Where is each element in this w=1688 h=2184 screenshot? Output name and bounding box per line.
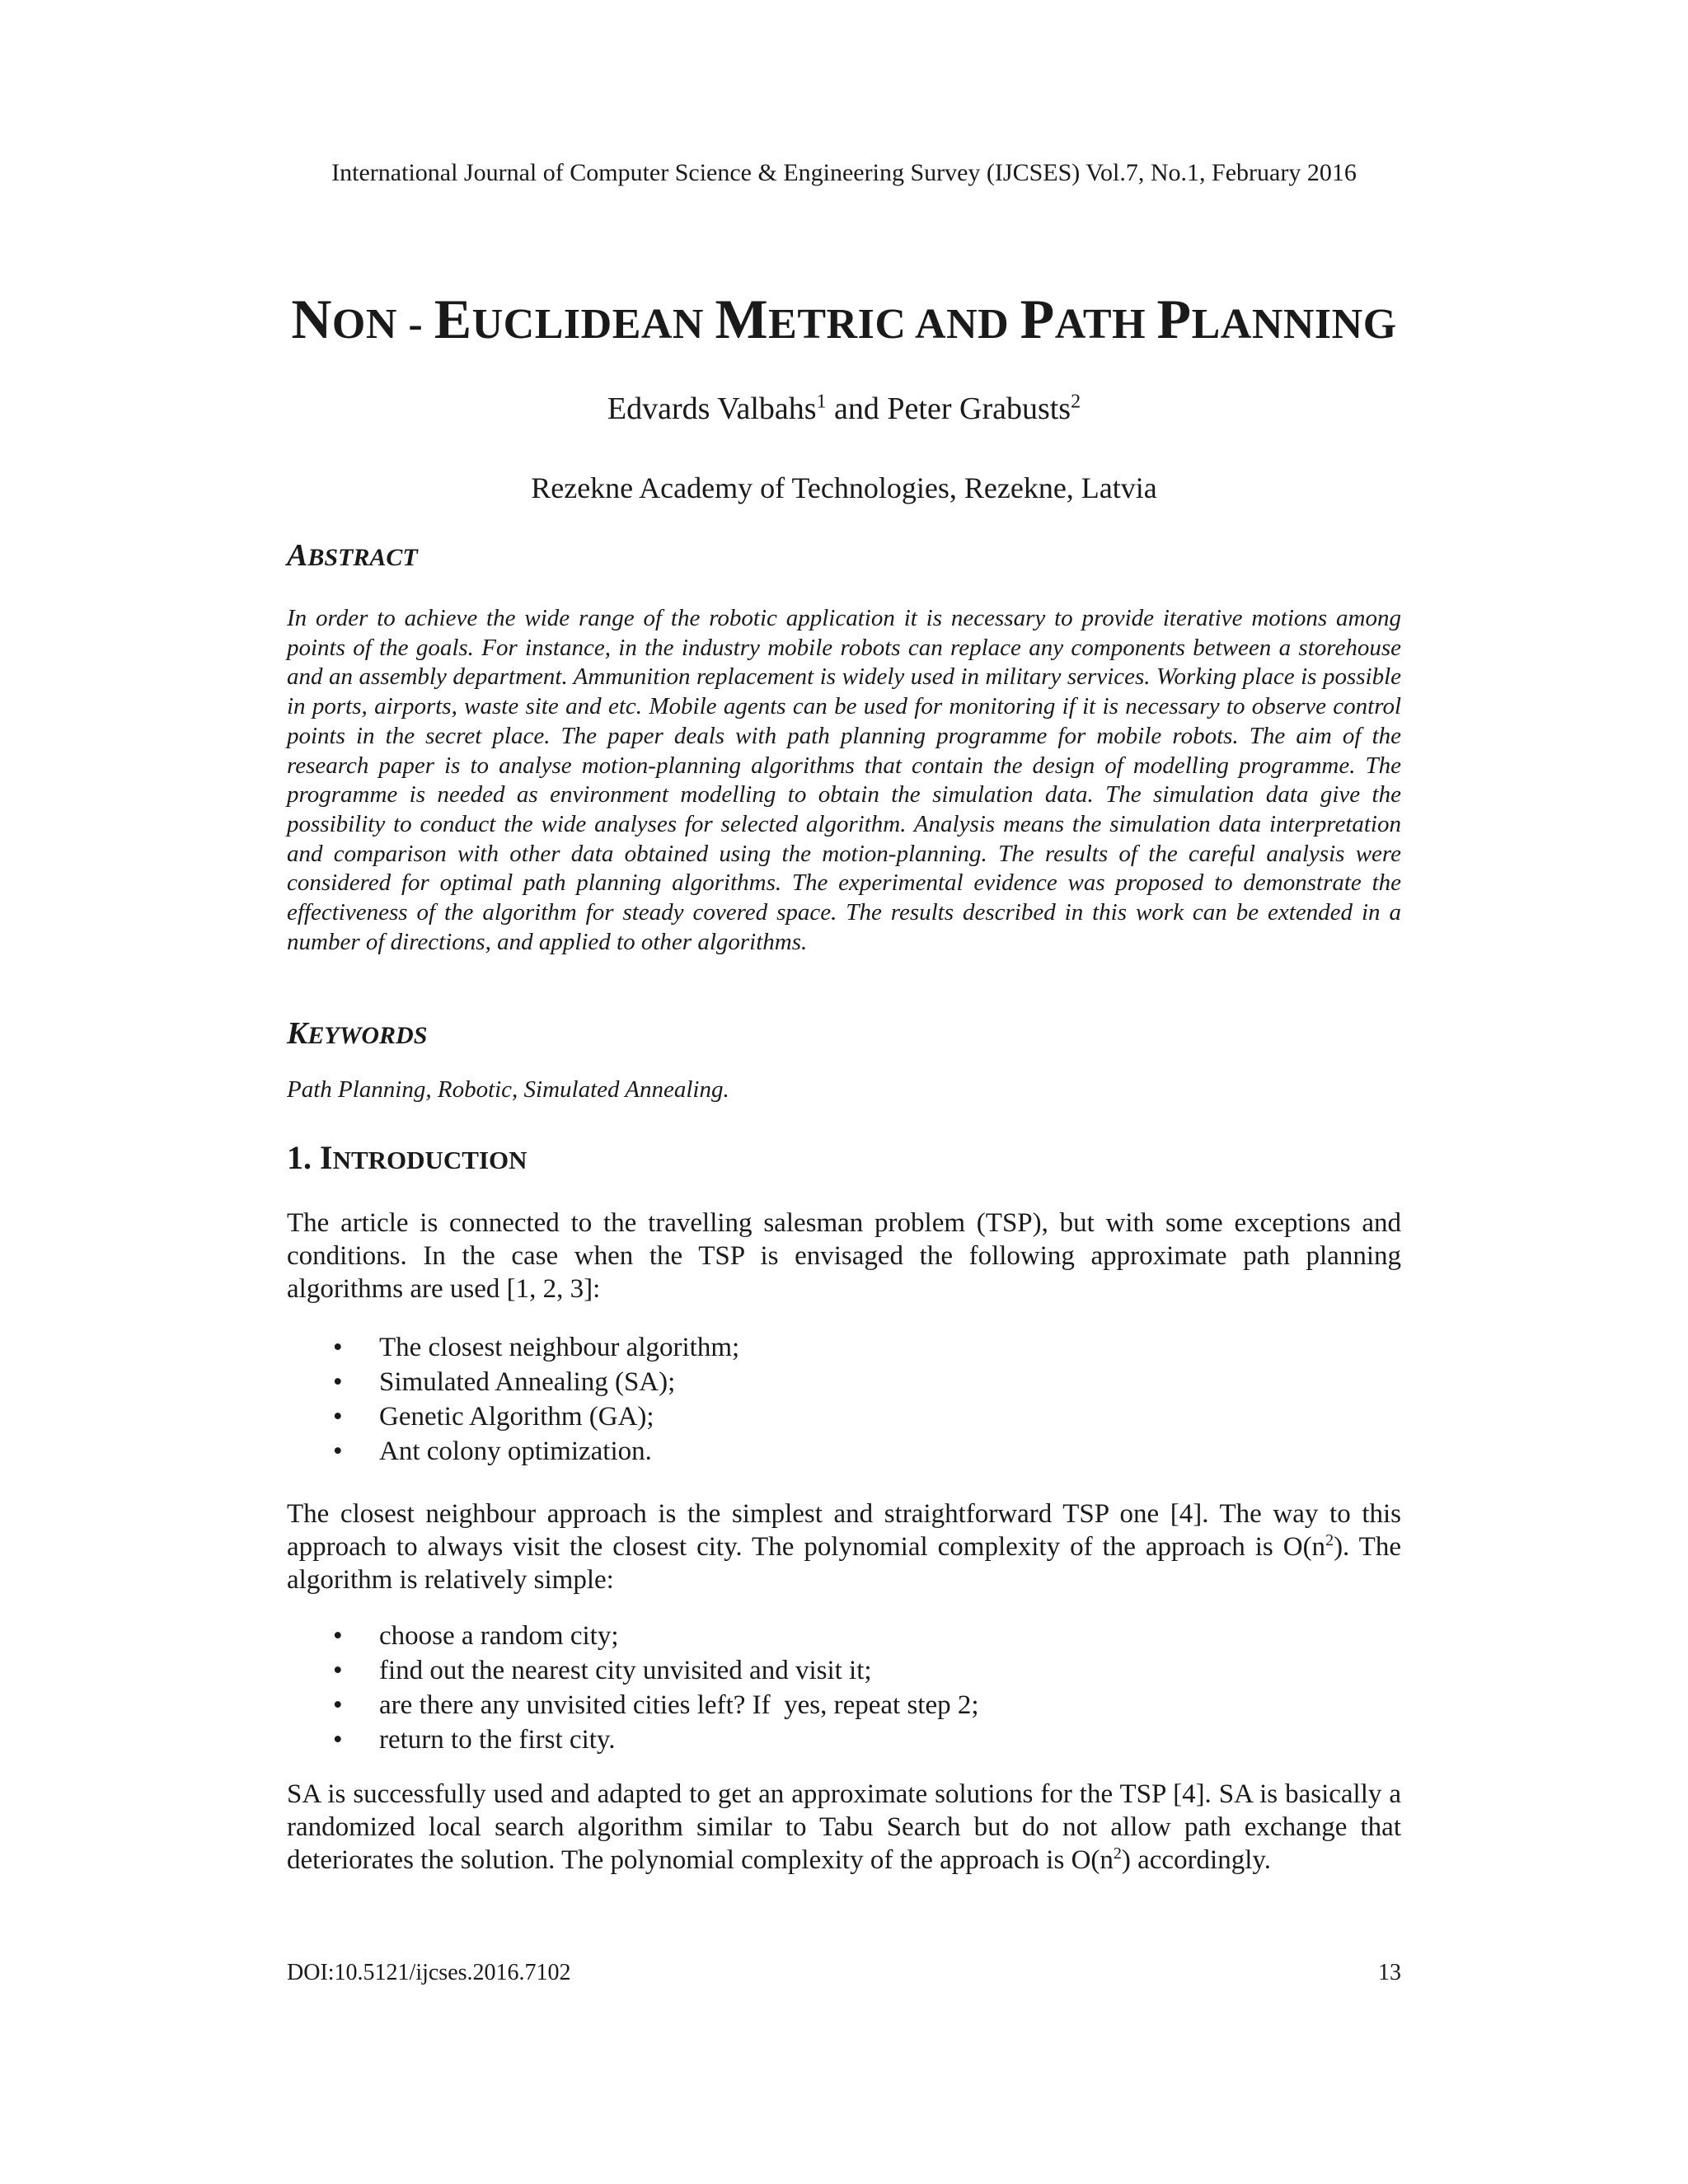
- bullet-icon: •: [333, 1367, 343, 1397]
- affiliation-mark: 2: [1071, 391, 1081, 413]
- author-line: [0, 391, 1688, 427]
- list-item-text: find out the nearest city unvisited and visit it;: [379, 1656, 872, 1685]
- title-cap: P: [1156, 288, 1192, 350]
- heading-rest: NTRODUCTION: [332, 1146, 528, 1174]
- title-rest: ATH: [1054, 301, 1157, 348]
- list-item: [287, 1722, 1401, 1757]
- title-rest: UCLIDEAN: [471, 301, 715, 348]
- abstract-text: In order to achieve the wide range of the robotic application it is necessary to provide iterative motions among points of the goals. For instance, in the industry mobile robots can replace any components between a storehouse and an assembly department. Ammunition replacement is widely used in military services. Working place is possible in ports, airports, waste site and etc. Mobile agents can be used for monitoring if it is necessary to observe control points in the secret place. The paper deals with path planning programme for mobile robots. The aim of the research paper is to analyse motion-planning algorithms that contain the design of modelling programme. The programme is needed as environment modelling to obtain the simulation data. The simulation data give the possibility to conduct the wide analyses for selected algorithm. Analysis means the simulation data interpretation and comparison with other data obtained using the motion-planning. The results of the careful analysis were considered for optimal path planning algorithms. The experimental evidence was proposed to demonstrate the effectiveness of the algorithm for steady covered space. The results described in this work can be extended in a number of directions, and applied to other algorithms.: [287, 605, 1401, 955]
- bullet-icon: •: [333, 1690, 343, 1720]
- affiliation-mark: 1: [816, 391, 827, 413]
- heading-cap: A: [287, 538, 308, 573]
- paragraph-text: ). The algorithm is relatively simple:: [287, 1532, 1401, 1595]
- list-item: [287, 1653, 1401, 1688]
- paragraph-text: ) accordingly.: [1121, 1845, 1272, 1875]
- list-item-text: are there any unvisited cities left? If yes, repeat step 2;: [379, 1690, 979, 1720]
- running-header: International Journal of Computer Science & Engineering Survey (IJCSES) Vol.7, No.1, February 2016: [331, 159, 1357, 186]
- intro-paragraph-1: The article is connected to the travelling salesman problem (TSP), but with some exceptions and conditions. In the case when the TSP is envisaged the following approximate path planning algorithms are used [1, 2, 3]:: [287, 1208, 1401, 1304]
- heading-rest: BSTRACT: [307, 544, 418, 571]
- bullet-icon: •: [333, 1333, 343, 1362]
- keywords-text: Path Planning, Robotic, Simulated Annealing.: [287, 1076, 729, 1103]
- affiliation: Rezekne Academy of Technologies, Rezekne, Latvia: [531, 471, 1157, 504]
- title-cap: M: [715, 288, 769, 350]
- list-item: [287, 1688, 1401, 1722]
- list-item-text: The closest neighbour algorithm;: [379, 1333, 740, 1362]
- superscript: 2: [1113, 1844, 1122, 1863]
- section-number: 1.: [287, 1139, 320, 1176]
- paragraph-text: The closest neighbour approach is the simplest and straightforward TSP one [4]. The way to this approach to always visit the closest city. The polynomial complexity of the approach is O(n: [287, 1499, 1401, 1562]
- paper-title: [0, 287, 1688, 352]
- paragraph-text: SA is successfully used and adapted to get an approximate solutions for the TSP [4]. SA is basically a randomized local search algorithm similar to Tabu Search but do not allow path exchange that deteriorates the solution. The polynomial complexity of the approach is O(n: [287, 1779, 1401, 1875]
- bullet-icon: •: [333, 1656, 343, 1685]
- abstract-heading: [287, 537, 418, 574]
- page-number: 13: [1378, 1960, 1401, 1985]
- list-item: [287, 1619, 1401, 1653]
- title-cap: P: [1020, 288, 1055, 350]
- author-conjunction: and: [826, 391, 888, 426]
- bullet-icon: •: [333, 1436, 343, 1466]
- list-item-text: Ant colony optimization.: [379, 1436, 652, 1466]
- list-item-text: return to the first city.: [379, 1725, 616, 1755]
- introduction-heading: [287, 1138, 528, 1177]
- list-item-text: Simulated Annealing (SA);: [379, 1367, 676, 1397]
- list-item: [287, 1365, 1401, 1399]
- intro-paragraph-2: [287, 1497, 1401, 1596]
- algorithm-list: [287, 1330, 1401, 1469]
- list-item: [287, 1434, 1401, 1469]
- bullet-icon: •: [333, 1725, 343, 1755]
- intro-paragraph-3: [287, 1778, 1401, 1877]
- keywords-heading: [287, 1015, 427, 1052]
- title-cap: N: [291, 288, 332, 350]
- list-item: [287, 1330, 1401, 1365]
- heading-cap: I: [320, 1139, 333, 1176]
- title-rest: LANNING: [1191, 301, 1397, 348]
- algorithm-steps-list: [287, 1619, 1401, 1757]
- doi-footer: DOI:10.5121/ijcses.2016.7102: [287, 1960, 571, 1985]
- list-item-text: Genetic Algorithm (GA);: [379, 1402, 654, 1432]
- bullet-icon: •: [333, 1621, 343, 1651]
- list-item-text: choose a random city;: [379, 1621, 619, 1651]
- author-name: Edvards Valbahs: [607, 391, 817, 426]
- heading-cap: K: [287, 1016, 308, 1051]
- author-name: Peter Grabusts: [887, 391, 1071, 426]
- bullet-icon: •: [333, 1402, 343, 1432]
- title-rest: ETRIC AND: [768, 301, 1020, 348]
- title-rest: ON -: [331, 301, 434, 348]
- heading-rest: EYWORDS: [307, 1022, 428, 1049]
- superscript: 2: [1325, 1531, 1334, 1549]
- title-cap: E: [434, 288, 472, 350]
- list-item: [287, 1399, 1401, 1434]
